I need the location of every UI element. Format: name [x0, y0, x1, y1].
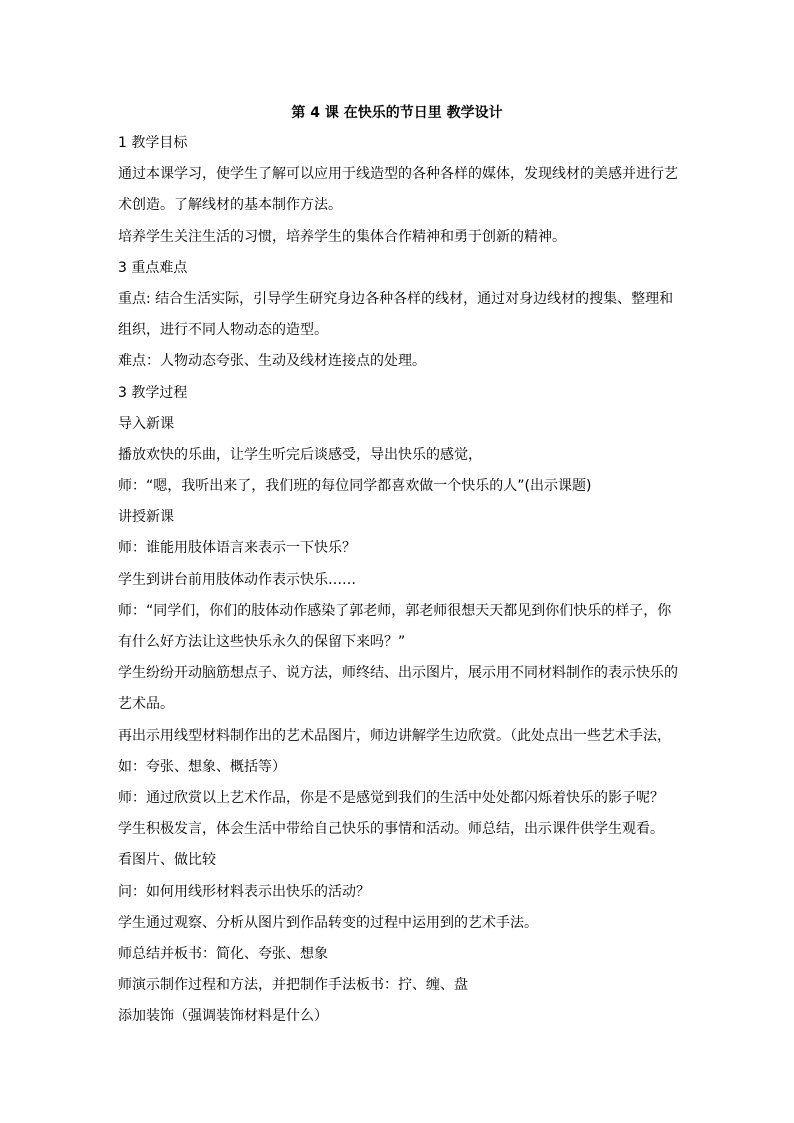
- document-title: 第 4 课 在快乐的节日里 教学设计: [291, 105, 503, 121]
- text-line: 通过本课学习，使学生了解可以应用于线造型的各种各样的媒体，发现线材的美感并进行艺: [118, 166, 678, 183]
- text-line: 组织，进行不同人物动态的造型。: [118, 322, 328, 339]
- text-line: 播放欢快的乐曲，让学生听完后谈感受，导出快乐的感觉，: [118, 446, 482, 463]
- text-line: 3 教学过程: [118, 384, 188, 401]
- text-line: 难点：人物动态夸张、生动及线材连接点的处理。: [118, 353, 426, 370]
- text-line: 讲授新课: [118, 509, 174, 526]
- text-line: 艺术品。: [118, 696, 174, 713]
- text-line: 师总结并板书：简化、夸张、想象: [118, 945, 328, 962]
- text-line: 师：通过欣赏以上艺术作品，你是不是感觉到我们的生活中处处都闪烁着快乐的影子呢？: [118, 789, 664, 806]
- text-line: 3 重点难点: [118, 259, 188, 276]
- text-line: 导入新课: [118, 415, 174, 432]
- text-line: 添加装饰（强调装饰材料是什么）: [118, 1008, 328, 1025]
- text-line: 学生到讲台前用肢体动作表示快乐……: [118, 571, 356, 588]
- text-line: 再出示用线型材料制作出的艺术品图片，师边讲解学生边欣赏。（此处点出一些艺术手法，: [118, 727, 671, 744]
- text-line: 学生纷纷开动脑筋想点子、说方法，师终结、出示图片，展示用不同材料制作的表示快乐的: [118, 665, 678, 682]
- text-line: 问：如何用线形材料表示出快乐的活动？: [118, 883, 370, 900]
- text-line: 学生通过观察、分析从图片到作品转变的过程中运用到的艺术手法。: [118, 914, 538, 931]
- text-line: 1 教学目标: [118, 135, 188, 151]
- document-body: [118, 133, 680, 1037]
- text-line: 师：“同学们，你们的肢体动作感染了郭老师，郭老师很想天天都见到你们快乐的样子，你: [118, 602, 672, 619]
- text-line: 学生积极发言，体会生活中带给自己快乐的事情和活动。师总结，出示课件供学生观看。: [118, 821, 664, 838]
- text-line: 术创造。了解线材的基本制作方法。: [118, 197, 342, 214]
- text-line: 培养学生关注生活的习惯，培养学生的集体合作精神和勇于创新的精神。: [118, 228, 566, 245]
- text-line: 师演示制作过程和方法，并把制作手法板书：拧、缠、盘: [118, 977, 468, 994]
- text-line: 师：谁能用肢体语言来表示一下快乐？: [118, 540, 356, 557]
- text-line: 有什么好方法让这些快乐永久的保留下来吗？”: [118, 634, 406, 650]
- text-line: 师：“嗯，我听出来了，我们班的每位同学都喜欢做一个快乐的人”(出示课题): [118, 478, 592, 495]
- text-line: 看图片、做比较: [118, 852, 216, 869]
- text-line: 如：夸张、想象、概括等）: [118, 758, 286, 775]
- text-line: 重点: 结合生活实际，引导学生研究身边各种各样的线材，通过对身边线材的搜集、整理和: [118, 290, 674, 307]
